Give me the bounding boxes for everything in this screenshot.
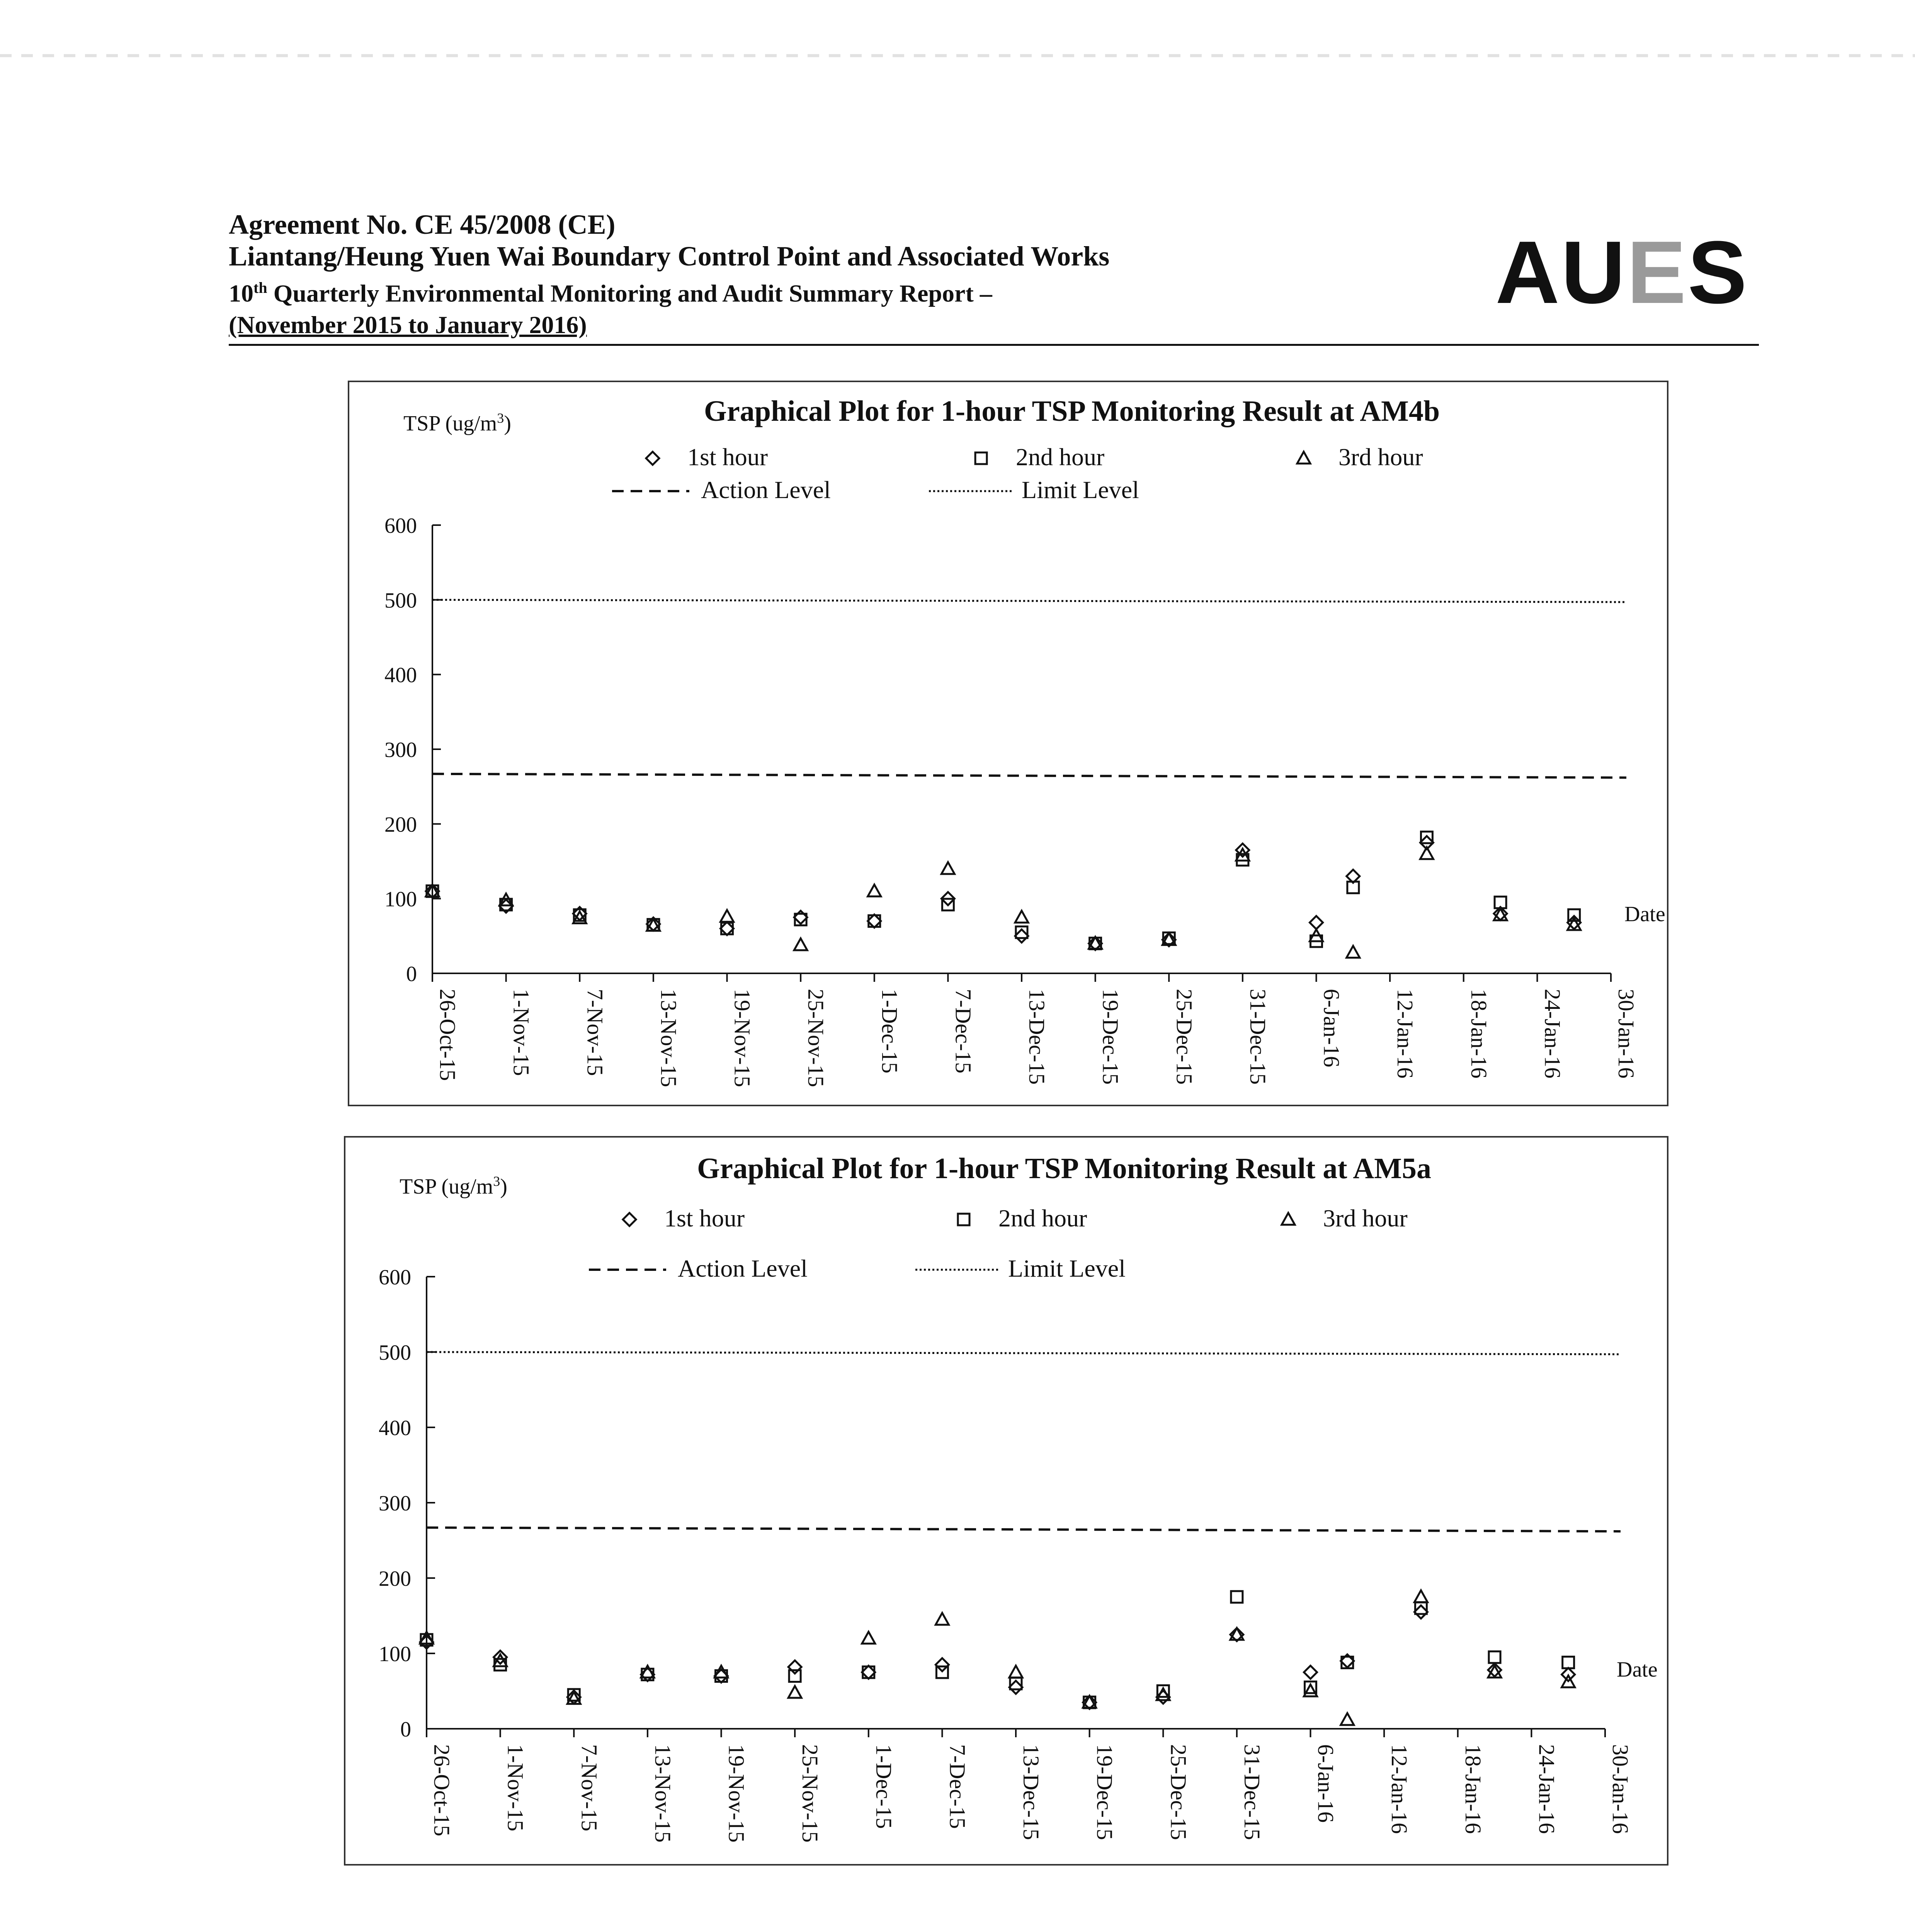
data-point-triangle <box>794 939 807 951</box>
logo-e: E <box>1627 223 1688 322</box>
data-point-square <box>789 1670 801 1682</box>
legend-marker-3rd-hour <box>1297 452 1310 464</box>
legend-marker-2nd-hour <box>975 452 987 464</box>
legend-label-2nd-hour: 2nd hour <box>1016 443 1105 471</box>
agreement-number: Agreement No. CE 45/2008 (CE) <box>229 209 616 240</box>
x-axis-label: Date <box>1624 902 1665 926</box>
x-tick-label: 19-Nov-15 <box>724 1744 749 1843</box>
limit-level-line <box>427 1352 1621 1354</box>
data-point-diamond <box>935 1658 949 1671</box>
legend-label-3rd-hour: 3rd hour <box>1338 443 1423 471</box>
x-tick-label: 1-Dec-15 <box>871 1744 896 1829</box>
data-point-triangle <box>1009 1666 1022 1678</box>
x-tick-label: 13-Dec-15 <box>1024 989 1049 1085</box>
data-point-square <box>1563 1656 1574 1668</box>
action-level-line <box>432 774 1626 778</box>
data-point-triangle <box>868 884 881 896</box>
legend-label-action-level: Action Level <box>701 476 831 503</box>
x-tick-label: 18-Jan-16 <box>1466 989 1492 1078</box>
x-tick-label: 25-Dec-15 <box>1166 1744 1191 1840</box>
header-rule <box>229 344 1759 346</box>
x-tick-label: 30-Jan-16 <box>1614 989 1639 1078</box>
data-point-diamond <box>794 911 807 924</box>
x-tick-label: 13-Nov-15 <box>656 989 681 1087</box>
y-tick-label: 400 <box>384 663 417 687</box>
data-point-diamond <box>721 922 734 935</box>
data-point-diamond <box>868 915 881 928</box>
data-point-square <box>863 1667 874 1678</box>
chart-title: Graphical Plot for 1-hour TSP Monitoring Result at AM5a <box>697 1152 1432 1185</box>
data-point-diamond <box>1304 1666 1317 1679</box>
x-tick-label: 19-Dec-15 <box>1098 989 1123 1085</box>
data-point-triangle <box>715 1666 728 1678</box>
action-level-line <box>427 1527 1621 1531</box>
legend-marker-3rd-hour <box>1282 1213 1295 1225</box>
data-point-triangle <box>1341 1713 1354 1725</box>
x-tick-label: 7-Nov-15 <box>582 989 608 1076</box>
y-tick-label: 400 <box>379 1416 411 1440</box>
x-tick-label: 25-Nov-15 <box>798 1744 823 1843</box>
x-tick-label: 25-Dec-15 <box>1172 989 1197 1085</box>
logo-s: S <box>1687 223 1749 322</box>
x-tick-label: 30-Jan-16 <box>1608 1744 1633 1834</box>
data-point-square <box>721 923 733 934</box>
legend-label-limit-level: Limit Level <box>1008 1255 1126 1282</box>
legend-marker-1st-hour <box>646 452 659 465</box>
x-tick-label: 31-Dec-15 <box>1239 1744 1265 1840</box>
data-point-diamond <box>715 1670 728 1683</box>
chart-title: Graphical Plot for 1-hour TSP Monitoring Result at AM4b <box>704 395 1440 427</box>
x-tick-label: 12-Jan-16 <box>1393 989 1418 1078</box>
data-point-square <box>1231 1591 1243 1603</box>
x-tick-label: 18-Jan-16 <box>1460 1744 1486 1834</box>
data-point-diamond <box>788 1660 801 1673</box>
data-point-triangle <box>721 910 734 922</box>
data-point-triangle <box>1414 1590 1427 1602</box>
report-number-suffix: th <box>253 279 267 296</box>
legend-marker-1st-hour <box>623 1213 636 1226</box>
data-point-triangle <box>941 862 954 874</box>
x-tick-label: 6-Jan-16 <box>1319 989 1344 1067</box>
data-point-triangle <box>1347 946 1360 958</box>
legend-marker-2nd-hour <box>958 1214 969 1225</box>
legend-label-limit-level: Limit Level <box>1022 476 1139 503</box>
project-title: Liantang/Heung Yuen Wai Boundary Control Point and Associated Works <box>229 241 1110 272</box>
x-tick-label: 19-Nov-15 <box>730 989 755 1087</box>
y-tick-label: 200 <box>379 1567 411 1591</box>
y-tick-label: 100 <box>384 887 417 912</box>
aues-logo <box>1495 223 1749 322</box>
x-tick-label: 24-Jan-16 <box>1540 989 1565 1078</box>
data-point-triangle <box>935 1613 949 1625</box>
y-tick-label: 300 <box>384 738 417 762</box>
x-tick-label: 1-Nov-15 <box>503 1744 528 1832</box>
legend-label-1st-hour: 1st hour <box>664 1204 745 1232</box>
x-tick-label: 31-Dec-15 <box>1245 989 1270 1085</box>
x-tick-label: 12-Jan-16 <box>1387 1744 1412 1834</box>
logo-au: AU <box>1495 223 1627 322</box>
x-tick-label: 25-Nov-15 <box>803 989 829 1087</box>
data-point-diamond <box>1414 1605 1427 1619</box>
chart-am4b <box>349 382 1667 1105</box>
data-point-triangle <box>1420 847 1433 859</box>
x-tick-label: 13-Nov-15 <box>650 1744 675 1843</box>
data-point-diamond <box>1015 929 1028 942</box>
x-tick-label: 6-Jan-16 <box>1313 1744 1338 1823</box>
chart-am5a <box>345 1138 1667 1864</box>
y-axis-label: TSP $(ug/m^3)$ <box>403 410 511 435</box>
legend-label-action-level: Action Level <box>678 1255 808 1282</box>
limit-level-line <box>432 600 1626 602</box>
data-point-diamond <box>862 1666 875 1679</box>
y-axis-label: TSP $(ug/m^3)$ <box>400 1173 507 1199</box>
data-point-diamond <box>1009 1681 1022 1694</box>
chart-panel-am5a <box>344 1136 1668 1866</box>
data-point-triangle <box>1015 911 1028 923</box>
report-title-text: Quarterly Environmental Monitoring and Audit Summary Report – <box>267 279 992 307</box>
y-tick-label: 200 <box>384 813 417 837</box>
y-tick-label: 0 <box>406 962 417 986</box>
data-point-triangle <box>862 1632 875 1644</box>
x-tick-label: 26-Oct-15 <box>429 1744 454 1837</box>
legend-label-3rd-hour: 3rd hour <box>1323 1204 1408 1232</box>
x-tick-label: 24-Jan-16 <box>1534 1744 1560 1834</box>
report-period: (November 2015 to January 2016) <box>229 311 587 339</box>
x-axis-label: Date <box>1617 1658 1658 1682</box>
y-tick-label: 600 <box>384 514 417 538</box>
y-tick-label: 500 <box>379 1341 411 1365</box>
data-point-square <box>869 915 880 927</box>
report-number: 10 <box>229 279 253 307</box>
chart-panel-am4b <box>348 381 1668 1106</box>
x-tick-label: 7-Nov-15 <box>577 1744 602 1832</box>
y-tick-label: 600 <box>379 1265 411 1289</box>
x-tick-label: 26-Oct-15 <box>435 989 460 1081</box>
data-point-triangle <box>1304 1685 1317 1697</box>
y-tick-label: 300 <box>379 1492 411 1515</box>
x-tick-label: 7-Dec-15 <box>951 989 976 1074</box>
y-tick-label: 500 <box>384 588 417 613</box>
x-tick-label: 13-Dec-15 <box>1019 1744 1044 1840</box>
x-tick-label: 1-Dec-15 <box>877 989 902 1074</box>
scan-artifact-top <box>0 54 1915 57</box>
x-tick-label: 1-Nov-15 <box>509 989 534 1076</box>
data-point-triangle <box>788 1686 801 1698</box>
y-tick-label: 0 <box>400 1718 411 1742</box>
x-tick-label: 7-Dec-15 <box>945 1744 970 1829</box>
data-point-square <box>1489 1651 1500 1663</box>
legend-label-2nd-hour: 2nd hour <box>998 1204 1087 1232</box>
x-tick-label: 19-Dec-15 <box>1092 1744 1117 1840</box>
data-point-diamond <box>1310 916 1323 929</box>
legend-label-1st-hour: 1st hour <box>687 443 768 471</box>
y-tick-label: 100 <box>379 1642 411 1666</box>
